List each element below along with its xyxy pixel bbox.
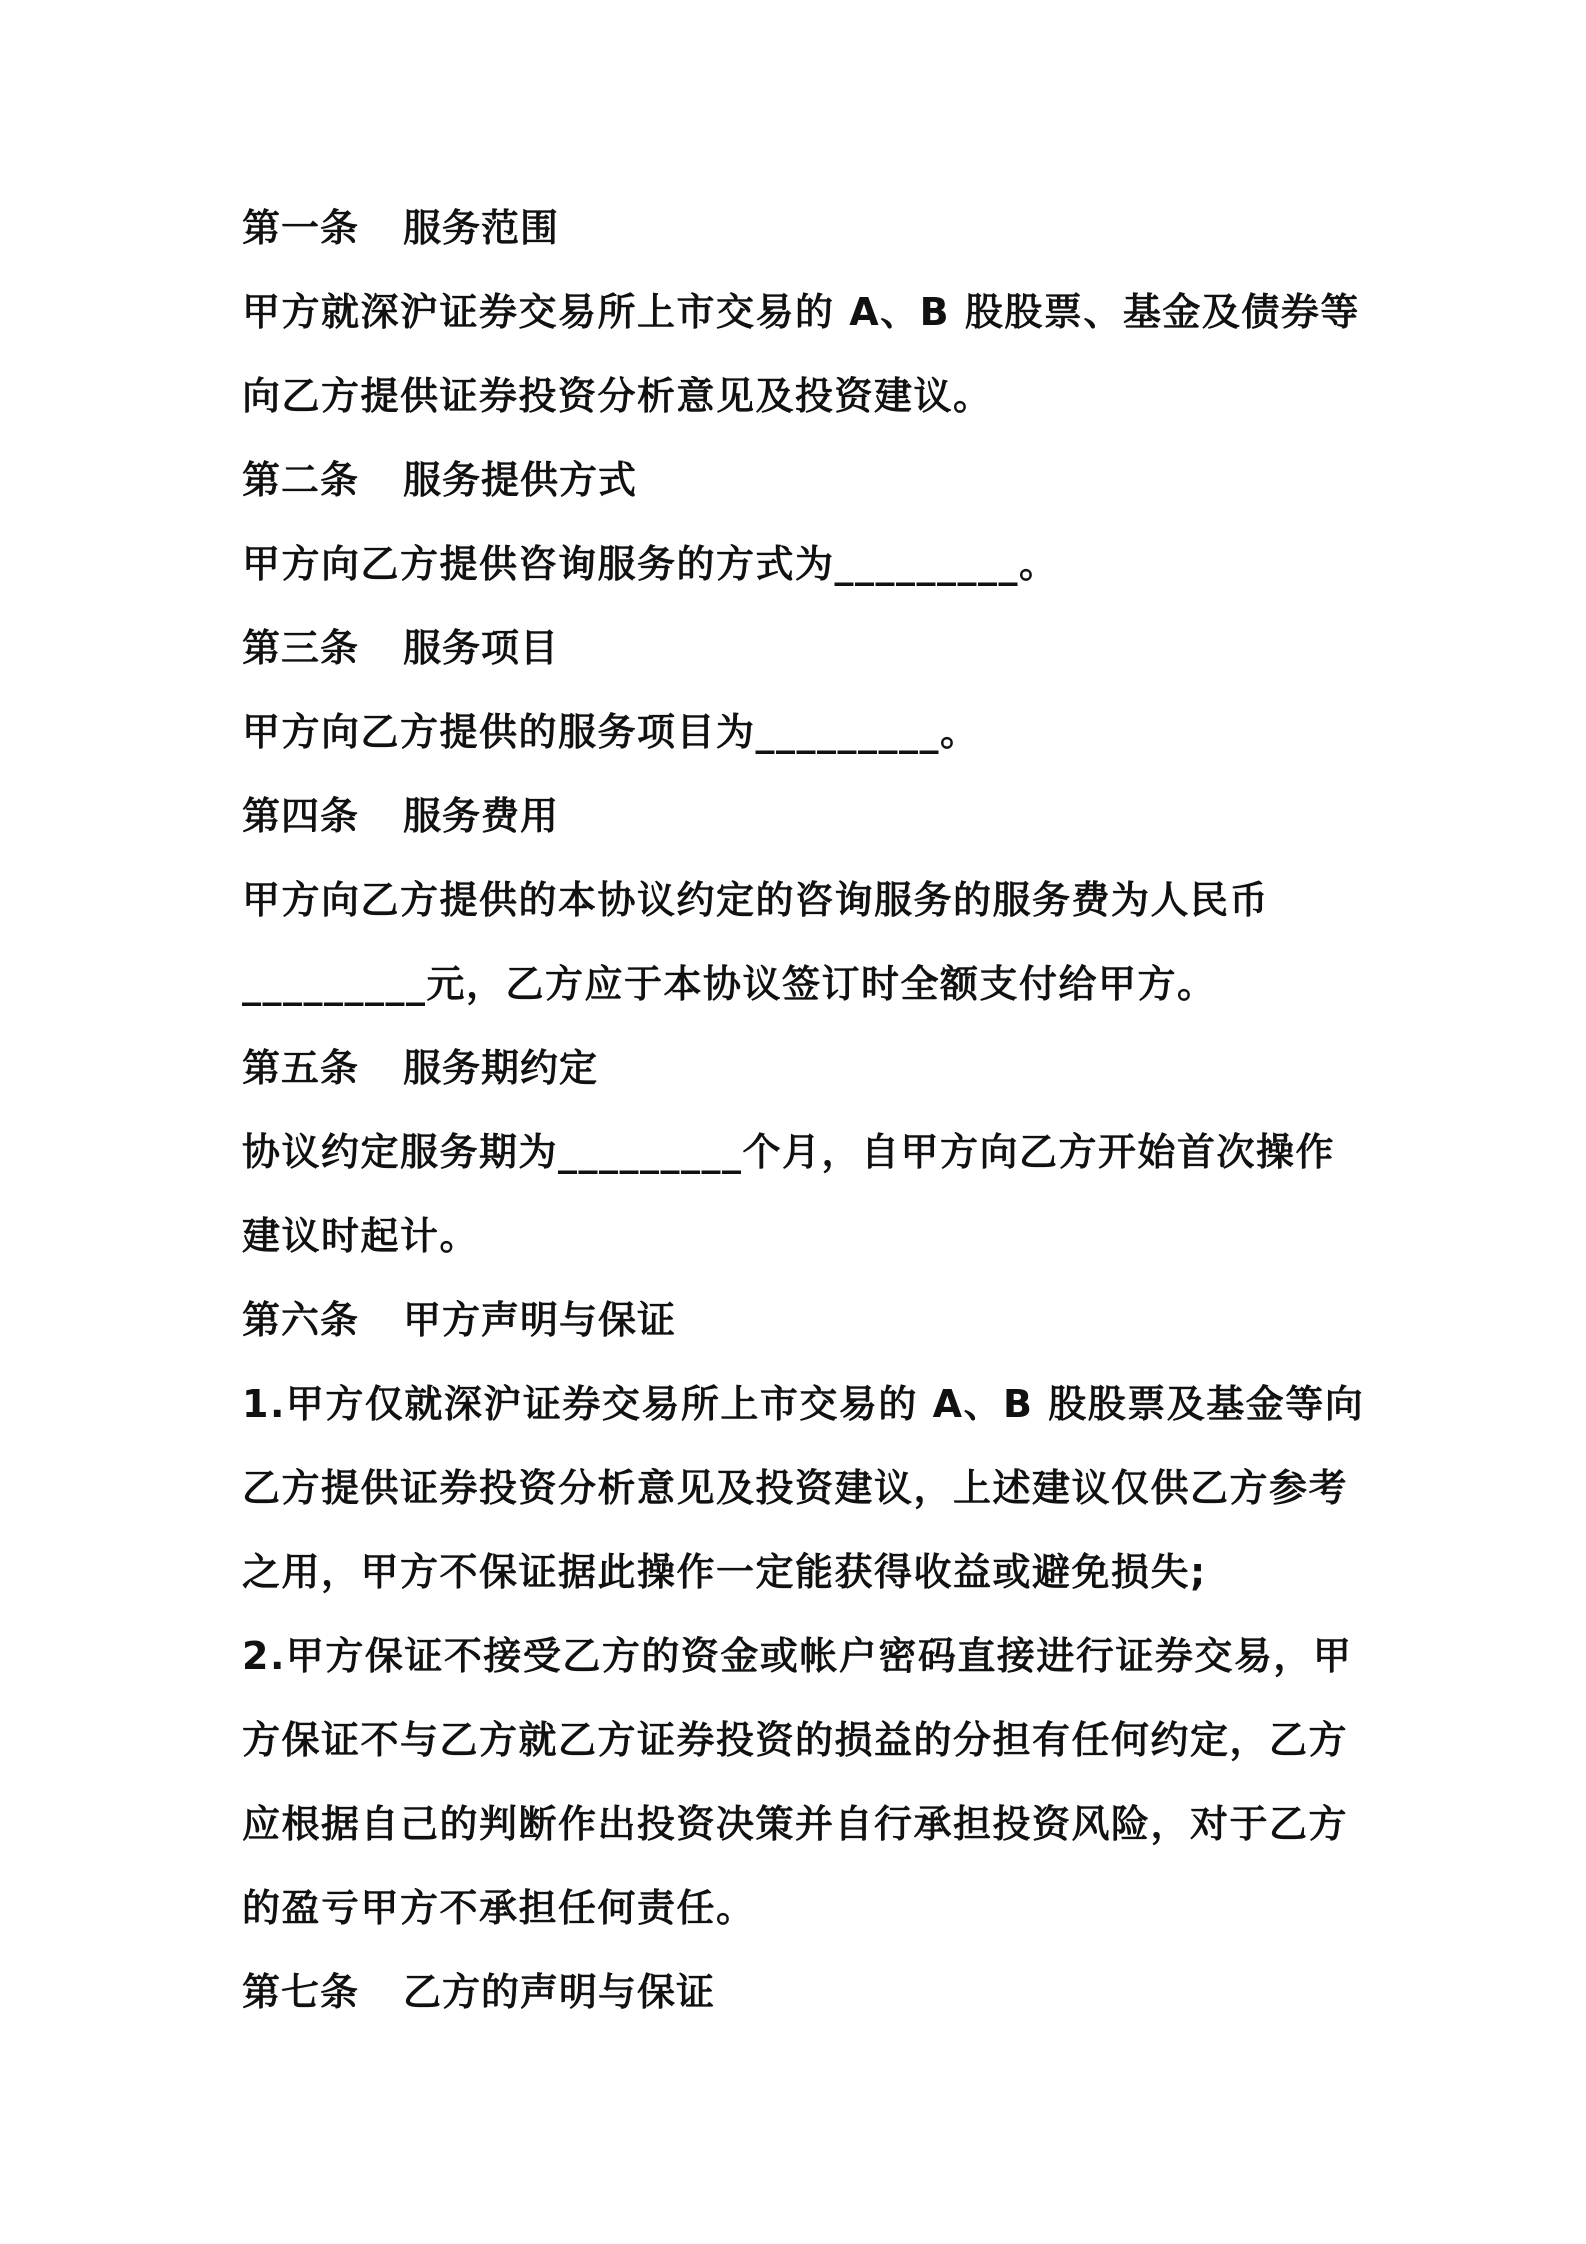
article-1-heading bbox=[242, 206, 1362, 250]
paragraph-line: 之用，甲方不保证据此操作一定能获得收益或避免损失; bbox=[242, 1550, 1207, 1594]
paragraph-line: 甲方向乙方提供咨询服务的方式为_________。 bbox=[242, 542, 1059, 586]
paragraph-line: 甲方就深沪证券交易所上市交易的 A、B 股股票、基金及债券等 bbox=[242, 290, 1360, 334]
paragraph-line: _________元，乙方应于本协议签订时全额支付给甲方。 bbox=[242, 962, 1217, 1006]
paragraph-line: 甲方向乙方提供的本协议约定的咨询服务的服务费为人民币 bbox=[242, 878, 1270, 922]
paragraph-line: 应根据自己的判断作出投资决策并自行承担投资风险，对于乙方 bbox=[242, 1802, 1349, 1846]
paragraph-line: 甲方向乙方提供的服务项目为_________。 bbox=[242, 710, 980, 754]
paragraph-line: 向乙方提供证券投资分析意见及投资建议。 bbox=[242, 374, 993, 418]
article-title: 服务范围 bbox=[403, 206, 560, 250]
article-5-heading bbox=[242, 1046, 1362, 1090]
article-number: 第三条 bbox=[242, 626, 360, 670]
paragraph-line: 协议约定服务期为_________个月，自甲方向乙方开始首次操作 bbox=[242, 1130, 1336, 1174]
paragraph-line: 乙方提供证券投资分析意见及投资建议，上述建议仅供乙方参考 bbox=[242, 1466, 1349, 1510]
paragraph-line: 方保证不与乙方就乙方证券投资的损益的分担有任何约定，乙方 bbox=[242, 1718, 1349, 1762]
article-4-heading bbox=[242, 794, 1362, 838]
article-number: 第七条 bbox=[242, 1970, 360, 2014]
paragraph-line: 的盈亏甲方不承担任何责任。 bbox=[242, 1886, 756, 1930]
article-6-heading bbox=[242, 1298, 1362, 1342]
article-title: 服务提供方式 bbox=[403, 458, 638, 502]
article-number: 第五条 bbox=[242, 1046, 360, 1090]
paragraph-line: 2.甲方保证不接受乙方的资金或帐户密码直接进行证券交易，甲 bbox=[242, 1634, 1353, 1678]
article-3-heading bbox=[242, 626, 1362, 670]
article-number: 第四条 bbox=[242, 794, 360, 838]
article-title: 甲方声明与保证 bbox=[403, 1298, 677, 1342]
article-title: 乙方的声明与保证 bbox=[403, 1970, 716, 2014]
paragraph-line: 1.甲方仅就深沪证券交易所上市交易的 A、B 股股票及基金等向 bbox=[242, 1382, 1365, 1426]
article-title: 服务期约定 bbox=[403, 1046, 599, 1090]
article-7-heading bbox=[242, 1970, 1362, 2014]
article-title: 服务费用 bbox=[403, 794, 560, 838]
paragraph-line: 建议时起计。 bbox=[242, 1214, 480, 1258]
article-title: 服务项目 bbox=[403, 626, 560, 670]
article-number: 第六条 bbox=[242, 1298, 360, 1342]
article-number: 第一条 bbox=[242, 206, 360, 250]
article-2-heading bbox=[242, 458, 1362, 502]
article-number: 第二条 bbox=[242, 458, 360, 502]
